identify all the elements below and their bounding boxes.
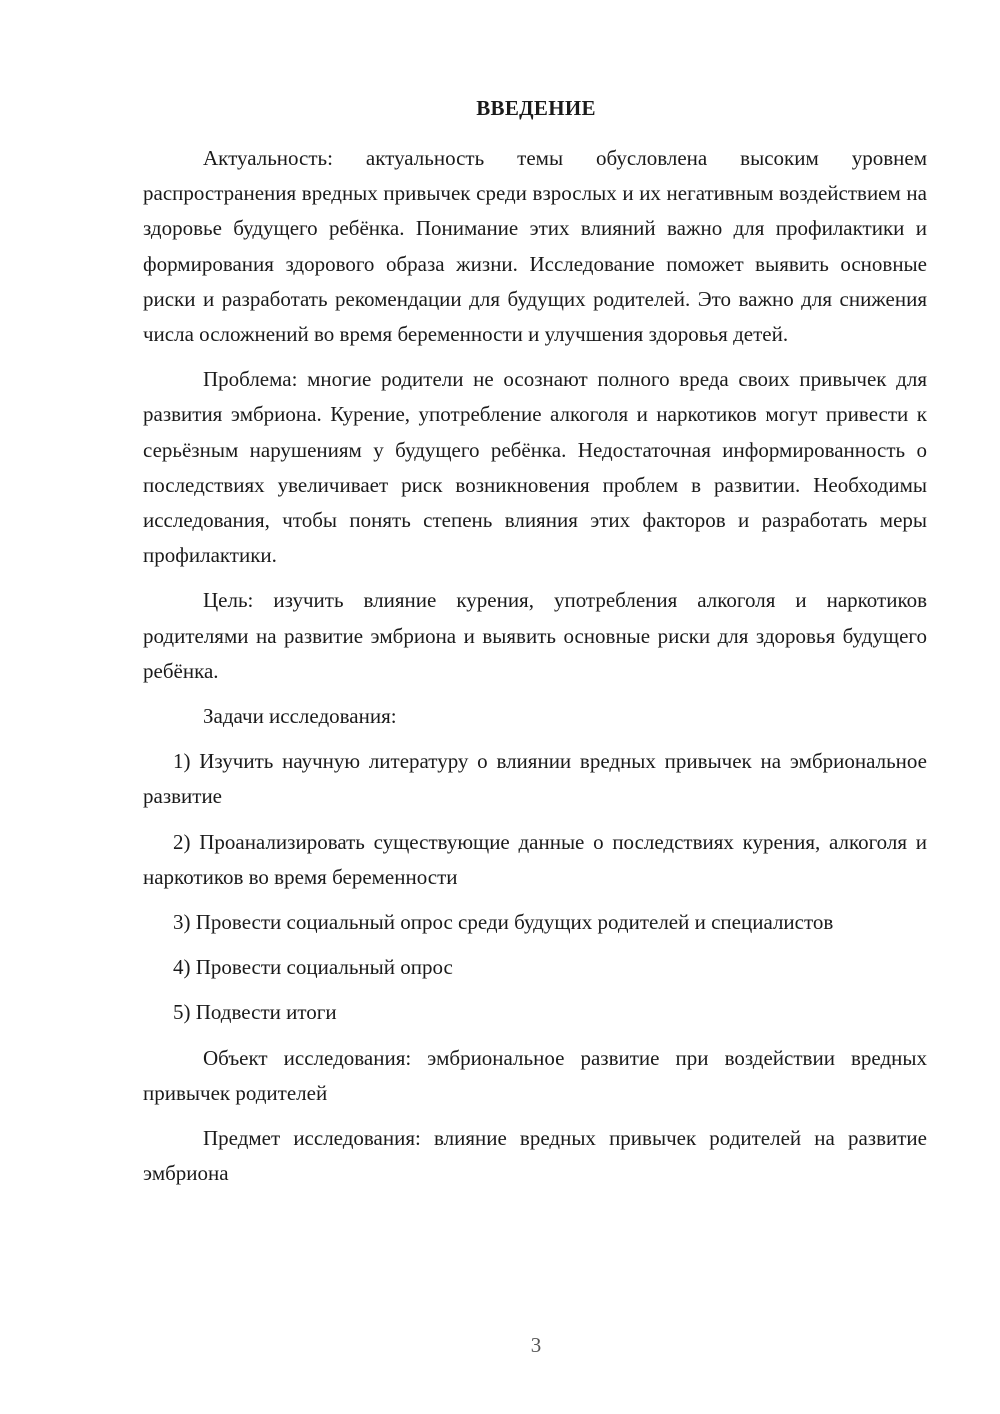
document-body bbox=[143, 141, 927, 1201]
paragraph-problem: Проблема: многие родители не осознают полного вреда своих привычек для развития эмбриона. Курение, употребление алкоголя и наркотиков могут привести к серьёзным нарушениям у будущего ребёнка. Недостаточная информированность о последствиях увеличивает риск возникновения проблем в развитии. Необходимы исследования, чтобы понять степень влияния этих факторов и разработать меры профилактики. bbox=[143, 367, 927, 568]
task-item-2: 2) Проанализировать существующие данные о последствиях курения, алкоголя и наркотиков во время беременности bbox=[143, 829, 927, 889]
paragraph-subject: Предмет исследования: влияние вредных привычек родителей на развитие эмбриона bbox=[143, 1126, 927, 1186]
task-item-5: 5) Подвести итоги bbox=[173, 1000, 337, 1025]
task-item-3: 3) Провести социальный опрос среди будущих родителей и специалистов bbox=[173, 910, 834, 935]
paragraph-goal: Цель: изучить влияние курения, употребления алкоголя и наркотиков родителями на развитие эмбриона и выявить основные риски для здоровья будущего ребёнка. bbox=[143, 588, 927, 683]
paragraph-object: Объект исследования: эмбриональное развитие при воздействии вредных привычек родителей bbox=[143, 1045, 927, 1105]
page-title: ВВЕДЕНИЕ bbox=[476, 96, 596, 120]
task-item-1: 1) Изучить научную литературу о влиянии вредных привычек на эмбриональное развитие bbox=[143, 749, 927, 809]
page-number: 3 bbox=[530, 1333, 542, 1357]
task-item-4: 4) Провести социальный опрос bbox=[173, 955, 453, 980]
paragraph-relevance: Актуальность: актуальность темы обусловлена высоким уровнем распространения вредных привычек среди взрослых и их негативным воздействием на здоровье будущего ребёнка. Понимание этих влияний важно для профилактики и формирования здорового образа жизни. Исследование поможет выявить основные риски и разработать рекомендации для будущих родителей. Это важно для снижения числа осложнений во время беременности и улучшения здоровья детей. bbox=[143, 146, 927, 347]
tasks-heading: Задачи исследования: bbox=[203, 704, 397, 729]
